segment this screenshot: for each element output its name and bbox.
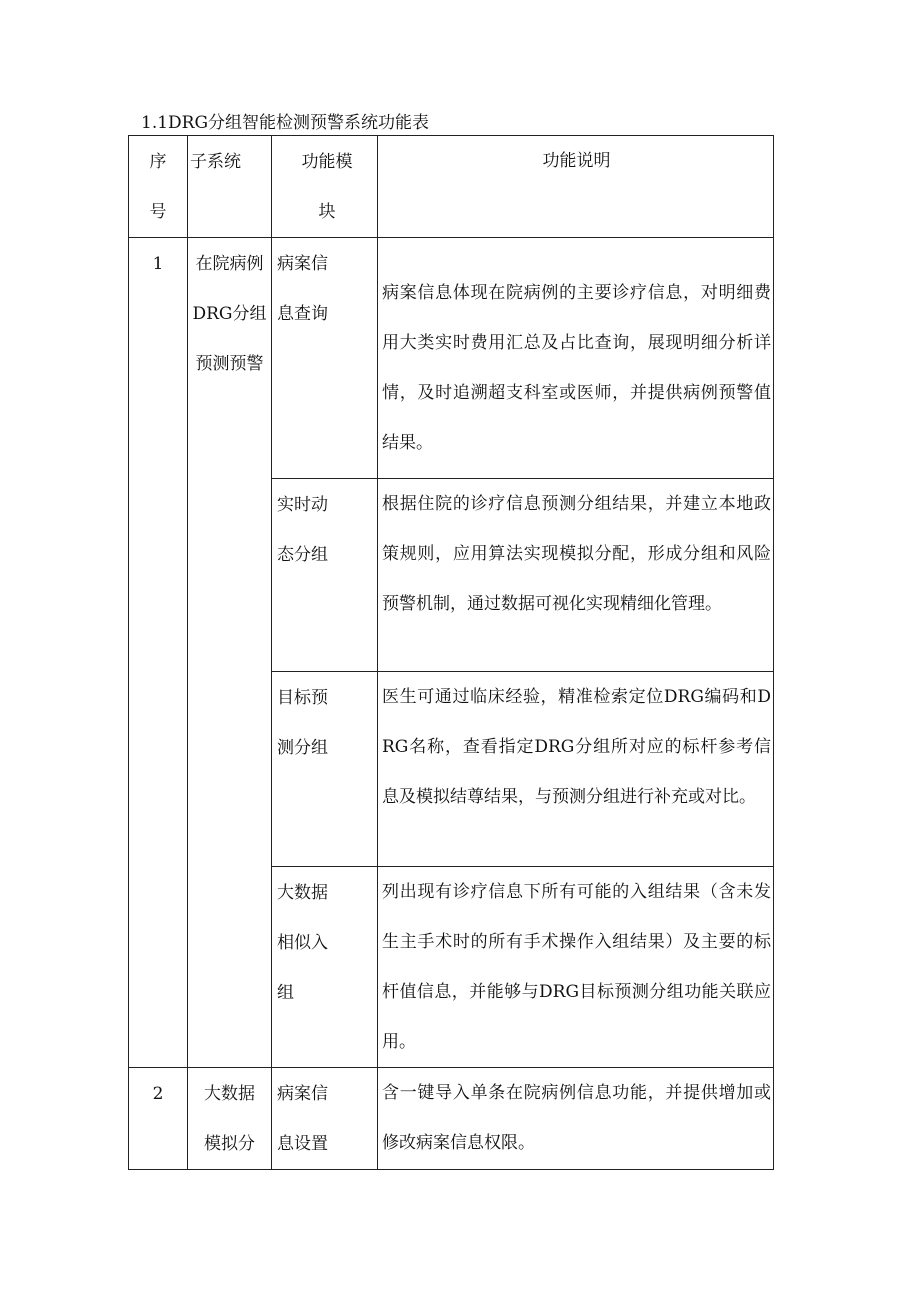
module-cell: 大数据 相似入 组 [272,867,378,1068]
function-table [128,135,774,1170]
seq-cell: 1 [129,238,188,1068]
subsystem-cell: 在院病例 DRG分组 预测预警 [188,238,272,1068]
description-cell: 医生可通过临床经验，精准检索定位DRG编码和DRG名称，查看指定DRG分组所对应的标杆参考信息及模拟结尊结果，与预测分组进行补充或对比。 [378,672,774,867]
module-cell: 病案信 息查询 [272,238,378,479]
subsystem-cell: 大数据 模拟分 [188,1068,272,1170]
header-description: 功能说明 [378,136,774,238]
description-cell: 病案信息体现在院病例的主要诊疗信息，对明细费用大类实时费用汇总及占比查询，展现明细分析详情，及时追溯超支科室或医师，并提供病例预警值结果。 [378,238,774,479]
header-subsystem: 子系统 [188,136,272,238]
table-row [129,238,774,479]
header-module: 功能模 块 [272,136,378,238]
module-cell: 目标预 测分组 [272,672,378,867]
description-cell: 含一键导入单条在院病例信息功能，并提供增加或修改病案信息权限。 [378,1068,774,1170]
seq-cell: 2 [129,1068,188,1170]
module-cell: 病案信 息设置 [272,1068,378,1170]
header-seq: 序 号 [129,136,188,238]
description-cell: 根据住院的诊疗信息预测分组结果，并建立本地政策规则，应用算法实现模拟分配，形成分组和风险预警机制，通过数据可视化实现精细化管理。 [378,479,774,672]
table-header-row [129,136,774,238]
table-row [129,1068,774,1170]
module-cell: 实时动 态分组 [272,479,378,672]
description-cell: 列出现有诊疗信息下所有可能的入组结果（含未发生主手术时的所有手术操作入组结果）及主要的标杆值信息，并能够与DRG目标预测分组功能关联应用。 [378,867,774,1068]
table-caption: 1.1DRG分组智能检测预警系统功能表 [141,113,430,133]
